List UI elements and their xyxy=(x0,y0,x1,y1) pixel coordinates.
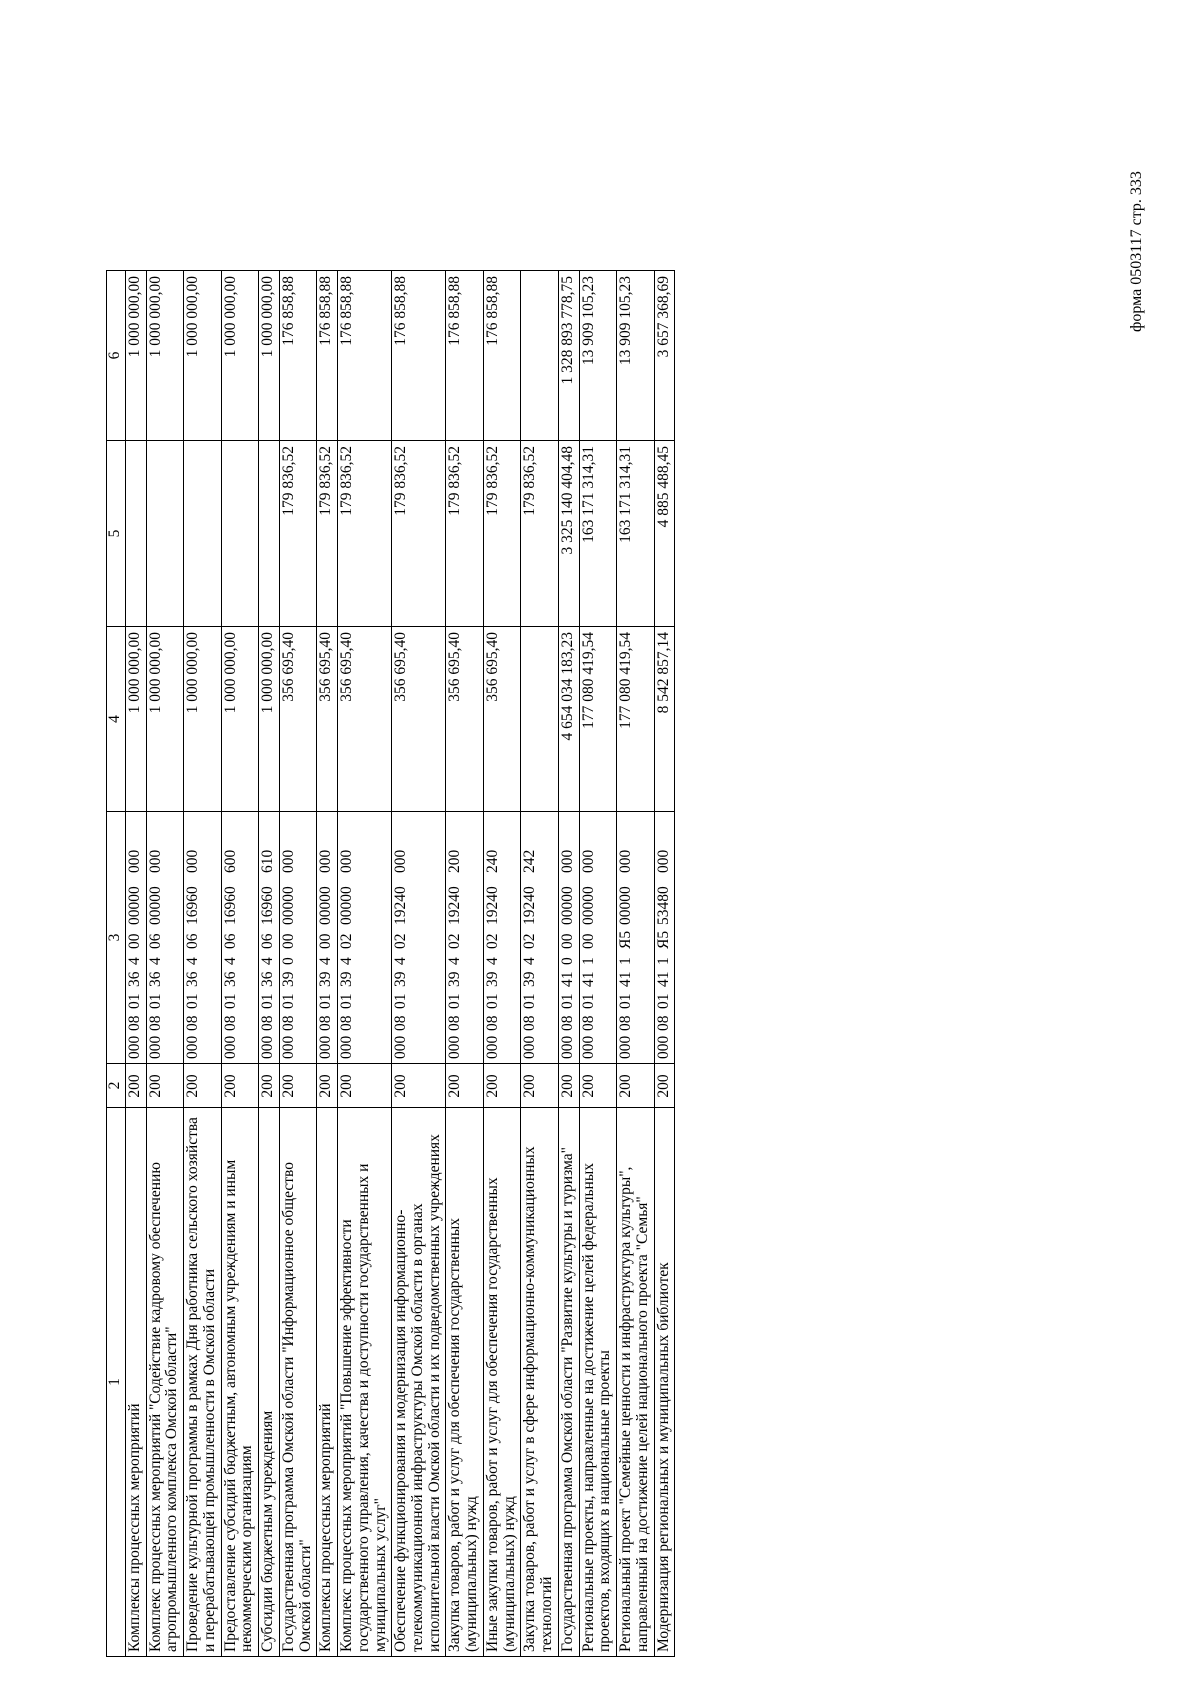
budget-code-part: 01 xyxy=(317,993,335,1009)
table-row xyxy=(317,271,338,1657)
row-executed-amount xyxy=(221,441,258,627)
budget-code-part: 01 xyxy=(617,993,635,1009)
budget-code-part: 08 xyxy=(317,1015,335,1031)
budget-code-part: 4 xyxy=(317,957,335,965)
row-budget-code xyxy=(184,812,221,1064)
row-remaining-amount: 176 858,88 xyxy=(392,271,446,441)
budget-code-part: 01 xyxy=(184,993,202,1009)
budget-code-part: 08 xyxy=(338,1015,356,1031)
row-remaining-amount: 1 000 000,00 xyxy=(259,271,280,441)
row-budget-code xyxy=(558,812,579,1064)
row-executed-amount: 179 836,52 xyxy=(446,441,483,627)
budget-code-part: 000 xyxy=(579,1035,597,1059)
budget-code-part: 4 xyxy=(483,957,501,965)
column-header-3: 3 xyxy=(107,812,126,1064)
row-line-code: 200 xyxy=(579,1064,616,1108)
row-name: Комплексы процессных мероприятий xyxy=(126,1108,147,1657)
row-name: Обеспечение функционирования и модернизация информационно-телекоммуникационной инфраструктуры Омской области в органах исполнительной власти Омской области и их подведомственных учреждениях xyxy=(392,1108,446,1657)
row-name: Комплекс процессных мероприятий "Содействие кадровому обеспечению агропромышленного комплекса Омской области" xyxy=(146,1108,183,1657)
budget-code-part: 4 xyxy=(446,957,464,965)
row-executed-amount xyxy=(259,441,280,627)
budget-code-part: 000 xyxy=(392,849,410,873)
budget-code-part: 4 xyxy=(126,957,143,965)
table-row xyxy=(558,271,579,1657)
row-executed-amount: 179 836,52 xyxy=(483,441,520,627)
budget-code-part: 39 xyxy=(338,971,356,987)
budget-code-part: 06 xyxy=(146,933,164,949)
budget-code-part: 16960 xyxy=(259,886,277,925)
row-remaining-amount: 1 000 000,00 xyxy=(221,271,258,441)
budget-code-part: 1 xyxy=(579,957,597,965)
budget-code-part: 000 xyxy=(617,849,635,873)
budget-code-part: 4 xyxy=(392,957,410,965)
row-approved-amount: 356 695,40 xyxy=(392,627,446,812)
budget-code-part: 1 xyxy=(617,957,635,965)
row-remaining-amount: 13 909 105,23 xyxy=(617,271,654,441)
budget-code-part: 53480 xyxy=(654,886,672,925)
row-name: Комплексы процессных мероприятий xyxy=(317,1108,338,1657)
row-remaining-amount: 1 328 893 778,75 xyxy=(558,271,579,441)
budget-code-part: 01 xyxy=(446,993,464,1009)
expenditure-table xyxy=(106,270,675,1657)
row-line-code: 200 xyxy=(126,1064,147,1108)
row-remaining-amount: 13 909 105,23 xyxy=(579,271,616,441)
budget-code-part: 08 xyxy=(521,1015,539,1031)
budget-code-part: 08 xyxy=(446,1015,464,1031)
budget-code-part: 00000 xyxy=(279,886,297,925)
row-executed-amount: 179 836,52 xyxy=(392,441,446,627)
row-budget-code xyxy=(221,812,258,1064)
budget-code-part: 06 xyxy=(259,933,277,949)
budget-code-part: 39 xyxy=(279,971,297,987)
row-line-code: 200 xyxy=(558,1064,579,1108)
row-approved-amount: 1 000 000,00 xyxy=(184,627,221,812)
budget-code-part: 00000 xyxy=(579,886,597,925)
budget-code-part: 000 xyxy=(259,1035,277,1059)
budget-code-part: 00000 xyxy=(338,886,356,925)
table-row xyxy=(184,271,221,1657)
budget-code-part: 000 xyxy=(317,849,335,873)
row-approved-amount: 177 080 419,54 xyxy=(579,627,616,812)
row-name: Закупка товаров, работ и услуг в сфере информационно-коммуникационных технологий xyxy=(521,1108,558,1657)
column-number-row xyxy=(107,271,126,1657)
budget-code-part: 41 xyxy=(579,971,597,987)
budget-code-part: 16960 xyxy=(184,886,202,925)
row-approved-amount: 356 695,40 xyxy=(338,627,392,812)
row-executed-amount: 163 171 314,31 xyxy=(579,441,616,627)
budget-code-part: 000 xyxy=(654,849,672,873)
table-body xyxy=(126,271,675,1657)
budget-code-part: Я5 xyxy=(617,930,635,949)
row-name: Проведение культурной программы в рамках Дня работника сельского хозяйства и перерабатывающей промышленности в Омской области xyxy=(184,1108,221,1657)
column-header-2: 2 xyxy=(107,1064,126,1108)
row-executed-amount: 163 171 314,31 xyxy=(617,441,654,627)
row-name: Государственная программа Омской области "Развитие культуры и туризма" xyxy=(558,1108,579,1657)
budget-code-part: 000 xyxy=(146,849,164,873)
budget-code-part: 01 xyxy=(483,993,501,1009)
row-budget-code xyxy=(146,812,183,1064)
row-budget-code xyxy=(654,812,675,1064)
budget-code-part: 000 xyxy=(617,1035,635,1059)
row-line-code: 200 xyxy=(259,1064,280,1108)
budget-code-part: 000 xyxy=(146,1035,164,1059)
budget-code-part: 00 xyxy=(558,933,576,949)
budget-code-part: 01 xyxy=(126,993,143,1009)
budget-code-part: 16960 xyxy=(221,886,239,925)
budget-code-part: 08 xyxy=(259,1015,277,1031)
budget-code-part: 000 xyxy=(126,1035,143,1059)
budget-code-part: 000 xyxy=(338,1035,356,1059)
table-row xyxy=(392,271,446,1657)
budget-code-part: 4 xyxy=(184,957,202,965)
budget-code-part: 36 xyxy=(126,971,143,987)
budget-code-part: 000 xyxy=(654,1035,672,1059)
table-row xyxy=(279,271,316,1657)
budget-code-part: 000 xyxy=(184,849,202,873)
budget-code-part: 02 xyxy=(446,933,464,949)
budget-code-part: 02 xyxy=(338,933,356,949)
budget-code-part: 000 xyxy=(392,1035,410,1059)
row-line-code: 200 xyxy=(483,1064,520,1108)
table-row xyxy=(259,271,280,1657)
budget-code-part: 01 xyxy=(221,993,239,1009)
row-approved-amount: 8 542 857,14 xyxy=(654,627,675,812)
budget-code-part: 000 xyxy=(558,1035,576,1059)
row-line-code: 200 xyxy=(146,1064,183,1108)
row-line-code: 200 xyxy=(221,1064,258,1108)
budget-code-part: 08 xyxy=(221,1015,239,1031)
budget-code-part: 000 xyxy=(446,1035,464,1059)
budget-code-part: 610 xyxy=(259,849,277,873)
row-budget-code xyxy=(317,812,338,1064)
row-line-code: 200 xyxy=(279,1064,316,1108)
budget-code-part: 000 xyxy=(279,1035,297,1059)
budget-code-part: 08 xyxy=(279,1015,297,1031)
table-row xyxy=(446,271,483,1657)
row-line-code: 200 xyxy=(617,1064,654,1108)
row-budget-code xyxy=(446,812,483,1064)
table-row xyxy=(521,271,558,1657)
table-row xyxy=(146,271,183,1657)
budget-code-part: 36 xyxy=(221,971,239,987)
column-header-5: 5 xyxy=(107,441,126,627)
row-name: Региональный проект "Семейные ценности и инфраструктура культуры", направленный на достижение целей национального проекта "Семья" xyxy=(617,1108,654,1657)
row-line-code: 200 xyxy=(338,1064,392,1108)
row-line-code: 200 xyxy=(521,1064,558,1108)
budget-code-part: 00 xyxy=(317,933,335,949)
row-remaining-amount: 176 858,88 xyxy=(317,271,338,441)
budget-code-part: 000 xyxy=(558,849,576,873)
row-approved-amount: 356 695,40 xyxy=(317,627,338,812)
budget-code-part: 06 xyxy=(221,933,239,949)
budget-code-part: 4 xyxy=(146,957,164,965)
budget-code-part: 4 xyxy=(521,957,539,965)
row-name: Государственная программа Омской области "Информационное общество Омской области" xyxy=(279,1108,316,1657)
budget-code-part: 19240 xyxy=(483,886,501,925)
row-budget-code xyxy=(392,812,446,1064)
budget-code-part: 08 xyxy=(579,1015,597,1031)
budget-code-part: 39 xyxy=(392,971,410,987)
budget-code-part: 36 xyxy=(146,971,164,987)
budget-code-part: 01 xyxy=(338,993,356,1009)
row-name: Предоставление субсидий бюджетным, автономным учреждениям и иным некоммерческим организациям xyxy=(221,1108,258,1657)
budget-code-part: 000 xyxy=(521,1035,539,1059)
budget-code-part: 39 xyxy=(521,971,539,987)
budget-code-part: 08 xyxy=(126,1015,143,1031)
budget-code-part: 00000 xyxy=(146,886,164,925)
budget-code-part: 02 xyxy=(392,933,410,949)
table-row xyxy=(126,271,147,1657)
budget-code-part: 0 xyxy=(558,957,576,965)
row-name: Модернизация региональных и муниципальных библиотек xyxy=(654,1108,675,1657)
budget-code-part: 1 xyxy=(654,957,672,965)
row-executed-amount xyxy=(146,441,183,627)
budget-code-part: 00 xyxy=(279,933,297,949)
budget-code-part: 000 xyxy=(184,1035,202,1059)
budget-code-part: 01 xyxy=(521,993,539,1009)
column-header-4: 4 xyxy=(107,627,126,812)
row-budget-code xyxy=(279,812,316,1064)
budget-code-part: 39 xyxy=(446,971,464,987)
row-budget-code xyxy=(579,812,616,1064)
budget-code-part: 00000 xyxy=(317,886,335,925)
row-approved-amount: 177 080 419,54 xyxy=(617,627,654,812)
budget-code-part: 4 xyxy=(338,957,356,965)
row-approved-amount: 356 695,40 xyxy=(279,627,316,812)
budget-code-part: 01 xyxy=(654,993,672,1009)
row-line-code: 200 xyxy=(654,1064,675,1108)
budget-code-part: 4 xyxy=(221,957,239,965)
budget-code-part: 36 xyxy=(259,971,277,987)
row-budget-code xyxy=(617,812,654,1064)
budget-code-part: 39 xyxy=(483,971,501,987)
row-name: Комплекс процессных мероприятий "Повышение эффективности государственного управления, качества и доступности государственных и муниципальных услуг" xyxy=(338,1108,392,1657)
row-name: Субсидии бюджетным учреждениям xyxy=(259,1108,280,1657)
budget-code-part: 600 xyxy=(221,849,239,873)
row-budget-code xyxy=(338,812,392,1064)
budget-code-part: 000 xyxy=(317,1035,335,1059)
budget-code-part: 00 xyxy=(579,933,597,949)
table-row xyxy=(338,271,392,1657)
row-remaining-amount: 176 858,88 xyxy=(446,271,483,441)
column-header-1: 1 xyxy=(107,1108,126,1657)
budget-code-part: 08 xyxy=(617,1015,635,1031)
row-line-code: 200 xyxy=(392,1064,446,1108)
row-budget-code xyxy=(126,812,147,1064)
row-approved-amount: 1 000 000,00 xyxy=(259,627,280,812)
budget-code-part: 02 xyxy=(483,933,501,949)
budget-code-part: 01 xyxy=(279,993,297,1009)
budget-code-part: 000 xyxy=(579,849,597,873)
budget-code-part: 00000 xyxy=(126,886,143,925)
budget-code-part: 00 xyxy=(126,933,143,949)
row-name: Закупка товаров, работ и услуг для обеспечения государственных (муниципальных) нужд xyxy=(446,1108,483,1657)
table-row xyxy=(579,271,616,1657)
form-page-label: форма 0503117 стр. 333 xyxy=(1128,171,1145,332)
row-approved-amount xyxy=(521,627,558,812)
row-executed-amount xyxy=(184,441,221,627)
budget-code-part: 39 xyxy=(317,971,335,987)
row-remaining-amount: 176 858,88 xyxy=(279,271,316,441)
row-remaining-amount: 176 858,88 xyxy=(338,271,392,441)
budget-code-part: 00000 xyxy=(617,886,635,925)
budget-code-part: 41 xyxy=(617,971,635,987)
table-row xyxy=(221,271,258,1657)
row-executed-amount: 179 836,52 xyxy=(521,441,558,627)
budget-code-part: 000 xyxy=(221,1035,239,1059)
budget-code-part: 240 xyxy=(483,849,501,873)
row-name: Региональные проекты, направленные на достижение целей федеральных проектов, входящих в национальные проекты xyxy=(579,1108,616,1657)
row-approved-amount: 356 695,40 xyxy=(446,627,483,812)
row-remaining-amount: 3 657 368,69 xyxy=(654,271,675,441)
budget-code-part: 01 xyxy=(146,993,164,1009)
row-executed-amount: 179 836,52 xyxy=(338,441,392,627)
row-approved-amount: 1 000 000,00 xyxy=(126,627,147,812)
budget-code-part: 08 xyxy=(558,1015,576,1031)
row-approved-amount: 1 000 000,00 xyxy=(221,627,258,812)
budget-code-part: 19240 xyxy=(521,886,539,925)
column-header-6: 6 xyxy=(107,271,126,441)
budget-code-part: Я5 xyxy=(654,930,672,949)
budget-code-part: 36 xyxy=(184,971,202,987)
row-remaining-amount: 1 000 000,00 xyxy=(126,271,147,441)
row-approved-amount: 4 654 034 183,23 xyxy=(558,627,579,812)
budget-code-part: 08 xyxy=(184,1015,202,1031)
budget-code-part: 01 xyxy=(579,993,597,1009)
budget-code-part: 01 xyxy=(392,993,410,1009)
budget-code-part: 08 xyxy=(654,1015,672,1031)
budget-code-part: 000 xyxy=(126,849,143,873)
row-budget-code xyxy=(521,812,558,1064)
row-executed-amount: 179 836,52 xyxy=(279,441,316,627)
budget-code-part: 01 xyxy=(558,993,576,1009)
budget-code-part: 08 xyxy=(146,1015,164,1031)
table-row xyxy=(483,271,520,1657)
row-remaining-amount: 176 858,88 xyxy=(483,271,520,441)
budget-code-part: 08 xyxy=(483,1015,501,1031)
row-budget-code xyxy=(259,812,280,1064)
budget-code-part: 41 xyxy=(654,971,672,987)
row-approved-amount: 1 000 000,00 xyxy=(146,627,183,812)
table-row xyxy=(617,271,654,1657)
budget-code-part: 242 xyxy=(521,849,539,873)
budget-code-part: 01 xyxy=(259,993,277,1009)
budget-code-part: 41 xyxy=(558,971,576,987)
row-remaining-amount xyxy=(521,271,558,441)
row-remaining-amount: 1 000 000,00 xyxy=(146,271,183,441)
budget-code-part: 000 xyxy=(279,849,297,873)
row-approved-amount: 356 695,40 xyxy=(483,627,520,812)
budget-code-part: 19240 xyxy=(392,886,410,925)
row-remaining-amount: 1 000 000,00 xyxy=(184,271,221,441)
budget-code-part: 4 xyxy=(259,957,277,965)
budget-code-part: 0 xyxy=(279,957,297,965)
row-line-code: 200 xyxy=(446,1064,483,1108)
budget-code-part: 000 xyxy=(338,849,356,873)
row-executed-amount xyxy=(126,441,147,627)
row-executed-amount: 179 836,52 xyxy=(317,441,338,627)
row-budget-code xyxy=(483,812,520,1064)
row-executed-amount: 3 325 140 404,48 xyxy=(558,441,579,627)
budget-code-part: 08 xyxy=(392,1015,410,1031)
budget-code-part: 02 xyxy=(521,933,539,949)
budget-code-part: 00000 xyxy=(558,886,576,925)
budget-code-part: 200 xyxy=(446,849,464,873)
budget-code-part: 19240 xyxy=(446,886,464,925)
budget-code-part: 000 xyxy=(483,1035,501,1059)
row-line-code: 200 xyxy=(184,1064,221,1108)
budget-code-part: 06 xyxy=(184,933,202,949)
row-name: Иные закупки товаров, работ и услуг для обеспечения государственных (муниципальных) нужд xyxy=(483,1108,520,1657)
row-line-code: 200 xyxy=(317,1064,338,1108)
table-row xyxy=(654,271,675,1657)
row-executed-amount: 4 885 488,45 xyxy=(654,441,675,627)
